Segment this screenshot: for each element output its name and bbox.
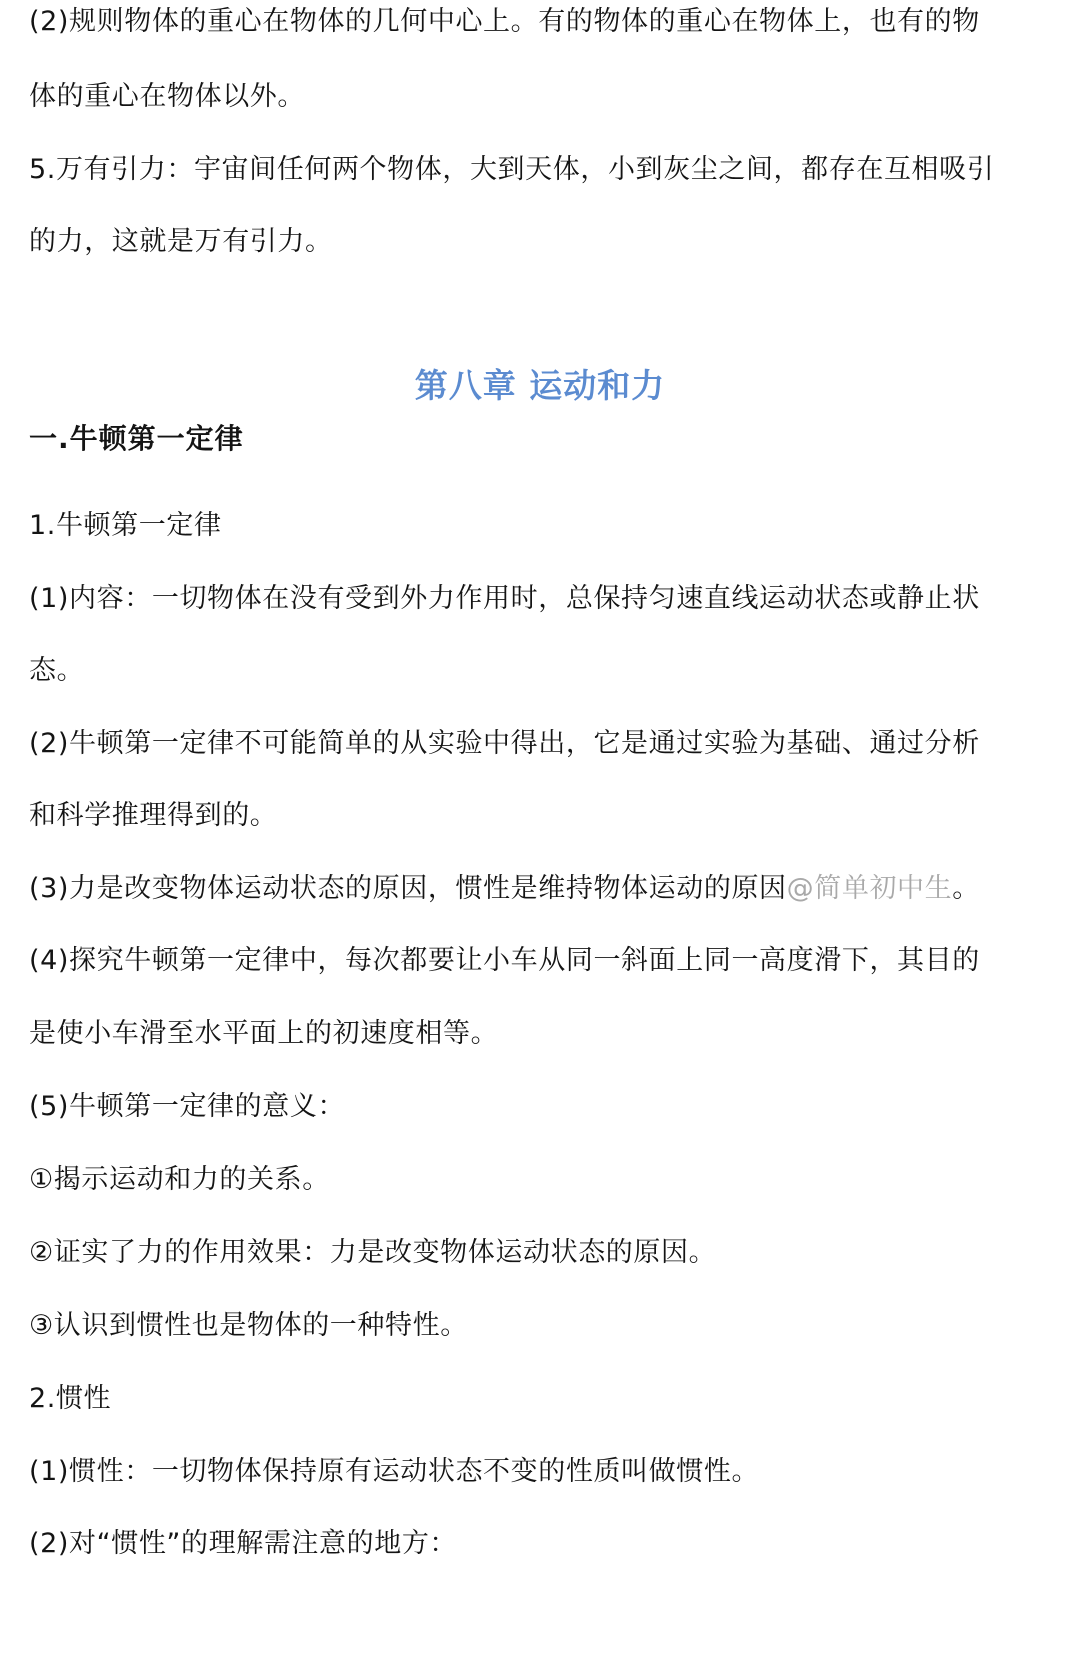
paragraph-line: (2)规则物体的重心在物体的几何中心上。有的物体的重心在物体上，也有的物 (29, 6, 980, 37)
paragraph-line: 5.万有引力：宇宙间任何两个物体，大到天体，小到灰尘之间，都存在互相吸引 (29, 154, 995, 185)
paragraph-line: (1)内容：一切物体在没有受到外力作用时，总保持匀速直线运动状态或静止状 (29, 583, 980, 614)
paragraph-line: (1)惯性：一切物体保持原有运动状态不变的性质叫做惯性。 (29, 1456, 760, 1487)
paragraph-line: 和科学推理得到的。 (29, 800, 278, 831)
paragraph-line (29, 872, 1056, 906)
list-item: ②证实了力的作用效果：力是改变物体运动状态的原因。 (29, 1237, 717, 1268)
paragraph-line: 是使小车滑至水平面上的初速度相等。 (29, 1018, 499, 1049)
paragraph-line: (4)探究牛顿第一定律中，每次都要让小车从同一斜面上同一高度滑下，其目的 (29, 945, 980, 976)
chapter-title: 第八章 运动和力 (414, 366, 666, 405)
section-title: 一.牛顿第一定律 (29, 422, 244, 455)
subheading: 2.惯性 (29, 1383, 112, 1414)
paragraph-line: (5)牛顿第一定律的意义： (29, 1091, 346, 1122)
watermark-text: @简单初中生 (786, 873, 953, 904)
list-item: ①揭示运动和力的关系。 (29, 1164, 330, 1195)
list-item: ③认识到惯性也是物体的一种特性。 (29, 1310, 468, 1341)
paragraph-line: 体的重心在物体以外。 (29, 81, 305, 112)
paragraph-text: 。 (952, 873, 980, 904)
paragraph-text: (3)力是改变物体运动状态的原因，惯性是维持物体运动的原因 (29, 873, 787, 904)
paragraph-line: 态。 (29, 655, 85, 686)
subheading: 1.牛顿第一定律 (29, 510, 222, 541)
paragraph-line: (2)牛顿第一定律不可能简单的从实验中得出，它是通过实验为基础、通过分析 (29, 728, 980, 759)
paragraph-line: (2)对“惯性”的理解需注意的地方： (29, 1528, 458, 1559)
paragraph-line: 的力，这就是万有引力。 (29, 226, 333, 257)
